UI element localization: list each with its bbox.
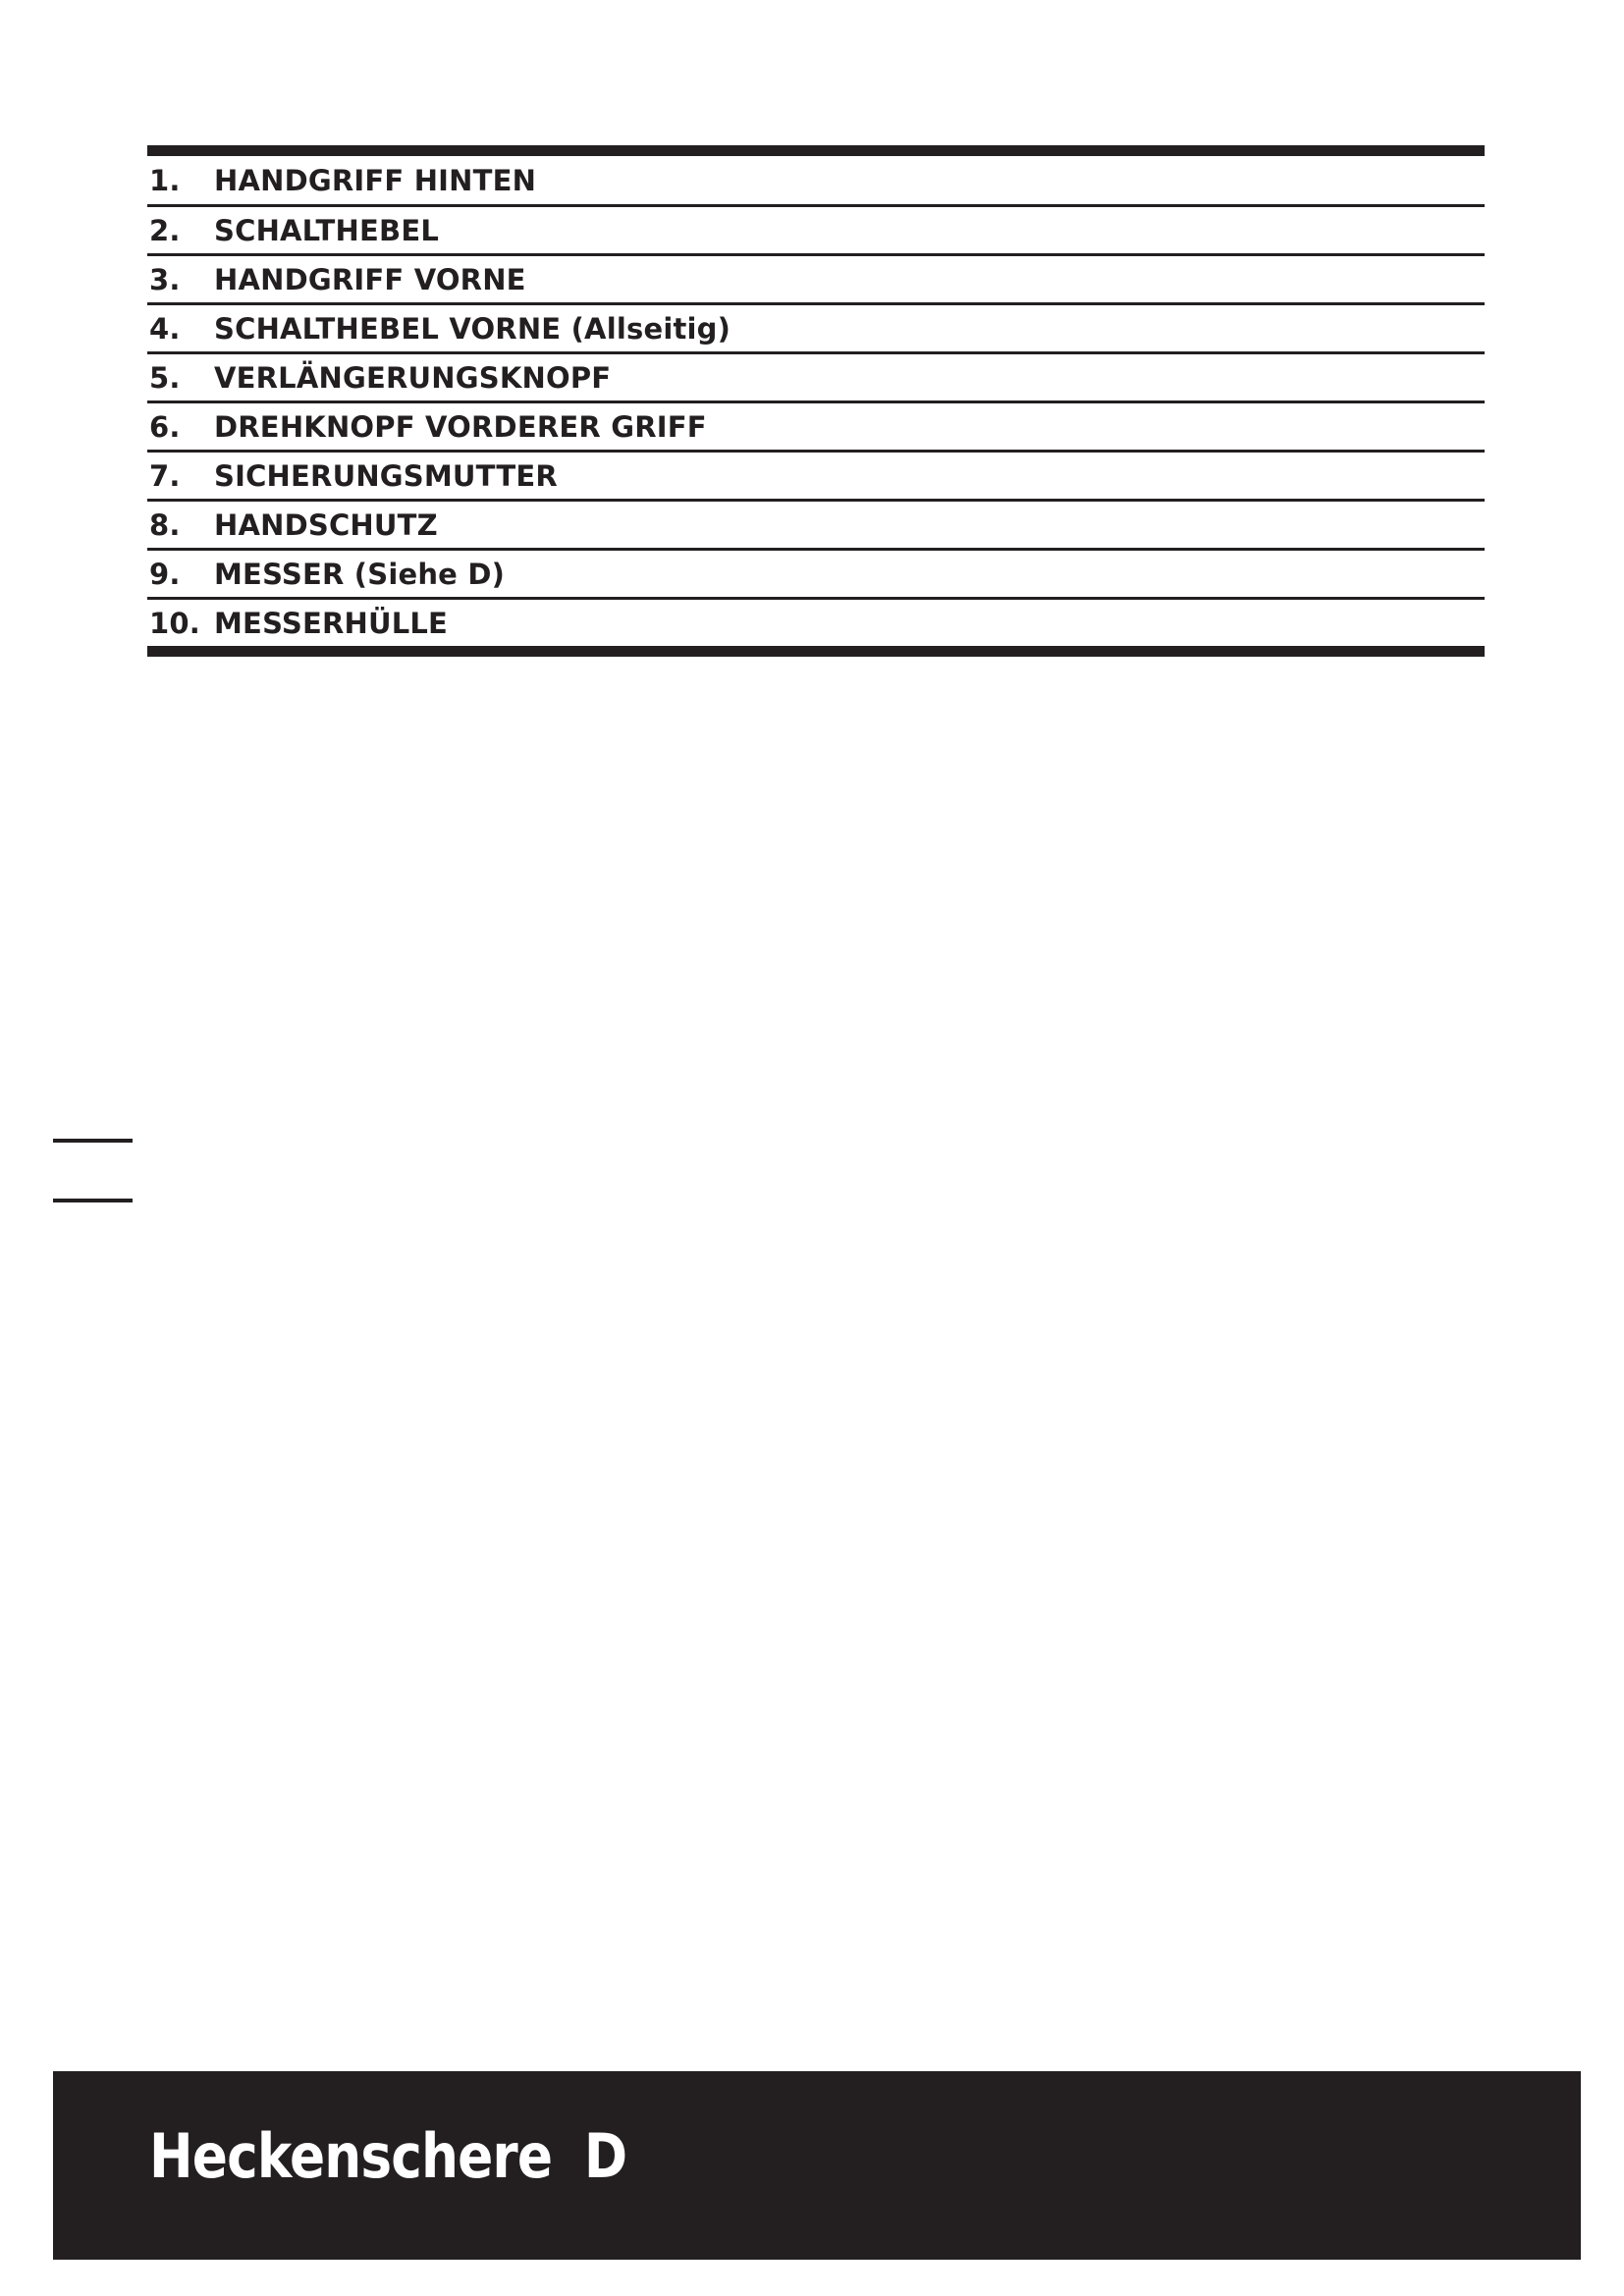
part-number: 3. (149, 262, 181, 296)
list-item (147, 204, 1485, 253)
list-item (147, 351, 1485, 400)
parts-list (147, 145, 1485, 657)
part-label: MESSERHÜLLE (214, 606, 449, 640)
part-label: MESSER (Siehe D) (214, 557, 506, 591)
part-label: SICHERUNGSMUTTER (214, 458, 558, 493)
part-label: HANDGRIFF HINTEN (214, 163, 537, 197)
list-item (147, 156, 1485, 204)
product-name: Heckenschere (149, 2120, 553, 2192)
margin-divider-upper (53, 1139, 133, 1143)
part-number: 5. (149, 360, 181, 395)
part-label: HANDGRIFF VORNE (214, 262, 526, 296)
list-item (147, 597, 1485, 646)
list-item (147, 400, 1485, 450)
part-number: 9. (149, 557, 181, 591)
part-number: 6. (149, 409, 181, 444)
list-item (147, 548, 1485, 597)
footer-title (149, 2120, 626, 2192)
part-number: 10. (149, 606, 200, 640)
list-item (147, 302, 1485, 351)
margin-divider-lower (53, 1199, 133, 1202)
part-number: 7. (149, 458, 181, 493)
footer-band (53, 2071, 1581, 2260)
part-number: 2. (149, 213, 181, 247)
part-label: SCHALTHEBEL (214, 213, 440, 247)
list-item (147, 450, 1485, 499)
list-item (147, 499, 1485, 548)
part-number: 4. (149, 311, 181, 346)
language-code: D (583, 2120, 627, 2192)
part-label: HANDSCHUTZ (214, 507, 438, 542)
part-label: VERLÄNGERUNGSKNOPF (214, 360, 612, 395)
list-item (147, 253, 1485, 302)
part-label: DREHKNOPF VORDERER GRIFF (214, 409, 707, 444)
part-label: SCHALTHEBEL VORNE (Allseitig) (214, 311, 731, 346)
part-number: 1. (149, 163, 181, 197)
part-number: 8. (149, 507, 181, 542)
